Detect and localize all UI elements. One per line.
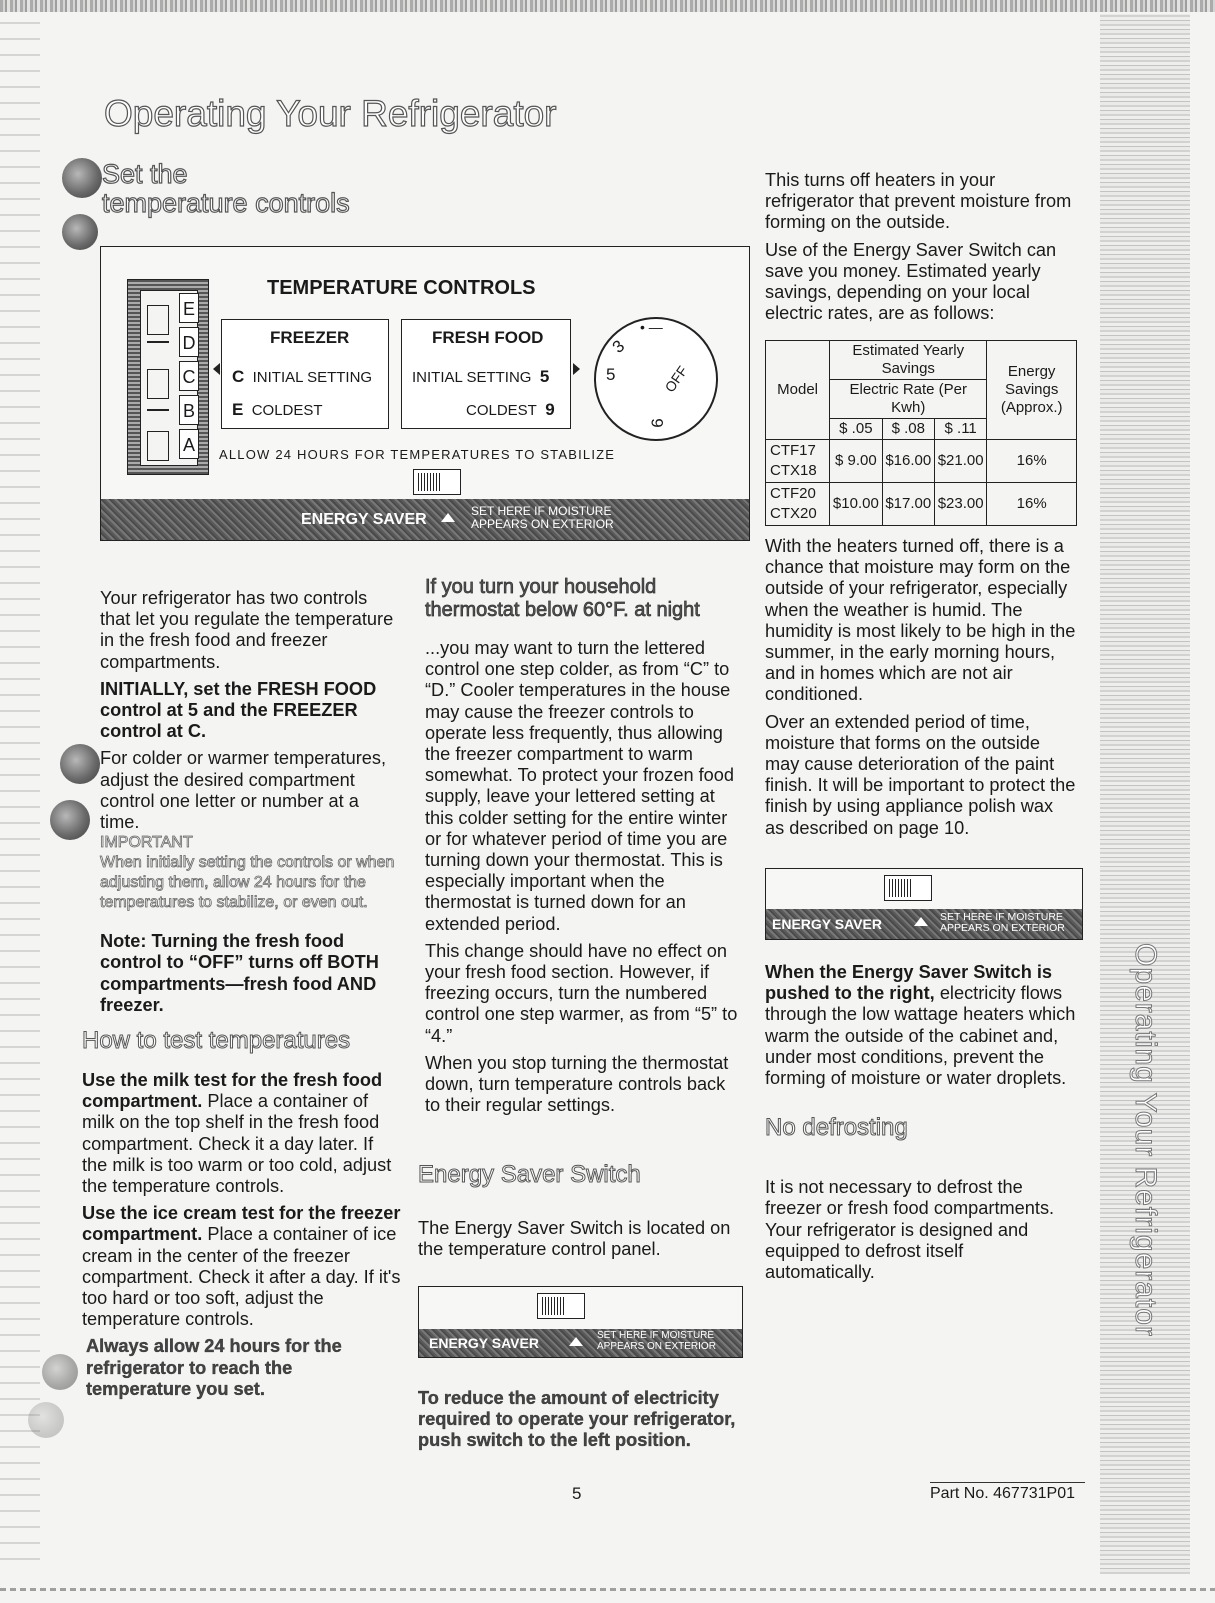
header-model: Model	[766, 341, 830, 440]
bullet-icon	[62, 158, 102, 198]
set-here-label	[471, 505, 614, 530]
freezer-control-box	[221, 319, 389, 429]
energy-saver-band	[101, 499, 749, 540]
fresh-food-initial-text: INITIAL SETTING	[412, 369, 532, 386]
milk-test	[82, 1070, 402, 1197]
freezer-initial-setting	[232, 367, 372, 387]
column-1-lower	[82, 1028, 402, 1406]
energy-saver-location: The Energy Saver Switch is located on the temperature control panel.	[418, 1218, 731, 1260]
table-row	[766, 440, 1077, 483]
fresh-food-control-box	[401, 319, 571, 429]
column-3	[765, 170, 1077, 330]
fresh-food-pointer-icon	[573, 363, 580, 375]
column-2-lower	[418, 1162, 748, 1266]
set-here-label	[597, 1331, 716, 1352]
reduce-electricity-bold: To reduce the amount of electricity required to operate your refrigerator, push switch to the left position.	[418, 1388, 736, 1451]
freezer-pointer-icon	[213, 363, 220, 375]
header-energy-savings: Energy Savings (Approx.)	[987, 341, 1077, 440]
set-here-line1: SET HERE IF MOISTURE	[940, 911, 1063, 923]
slider-slot	[147, 305, 169, 335]
always-allow-bold: Always allow 24 hours for the refrigerator to reach the temperature you set.	[86, 1336, 342, 1399]
reduce-electricity	[418, 1388, 748, 1458]
dial-tick-icon: • —	[640, 319, 663, 335]
value-cell: $16.00	[882, 440, 934, 483]
header-electric-rate: Electric Rate (Per Kwh)	[830, 380, 987, 419]
ice-cream-test-text: Place a container of ice cream in the center of the freezer compartment. Check it after a day. If it's too hard or too soft, adjust the temperature controls.	[82, 1224, 401, 1330]
slider-track	[140, 290, 198, 466]
thermostat-paragraph-2: This change should have no effect on your fresh food section. However, if freezing occurs, turn the numbered control one step warmer, as from “5” to “4.”	[425, 940, 738, 1046]
scan-left-edge	[0, 14, 40, 1574]
milk-test-text: Place a container of milk on the top shelf in the fresh food compartment. Check it a day later. If the milk is too warm or too cold, adjust the temperature controls.	[82, 1091, 392, 1197]
thermostat-paragraph-3: When you stop turning the thermostat down, turn temperature controls back to their regular settings.	[425, 1052, 729, 1116]
set-here-line1: SET HERE IF MOISTURE	[597, 1330, 715, 1341]
column-3-lower	[765, 962, 1077, 1289]
freezer-coldest-text: COLDEST	[251, 402, 323, 419]
thermostat-paragraph-1: ...you may want to turn the lettered control one step colder, as from “C” to “D.” Cooler temperatures in the house may cause the freezer controls to operate less frequently, thus allowing the freezer compartment to warm somewhat. To protect your frozen food supply, leave your lettered setting at this colder setting for the entire winter or for whatever period of time you are turning down your thermostat. This is especially important when the thermostat is turned down for an extended period.	[425, 638, 735, 934]
arrow-up-icon	[569, 1337, 583, 1346]
column-1	[100, 588, 400, 1022]
model-cell: CTF20 CTX20	[766, 483, 830, 526]
setting-letter-e: E	[179, 293, 199, 323]
freezer-coldest-key: E	[232, 400, 244, 419]
set-here-line2: APPEARS ON EXTERIOR	[471, 516, 614, 531]
reduce-electricity-text	[418, 1388, 748, 1452]
bullet-icon	[42, 1354, 78, 1390]
deterioration-paragraph: Over an extended period of time, moisture that forms on the outside may cause deterioration of the paint finish. It will be important to protect the finish by using appliance polish wax as described on page 10.	[765, 711, 1076, 838]
slider-slot	[147, 341, 169, 343]
freezer-initial-text: INITIAL SETTING	[252, 369, 373, 386]
energy-saver-band	[766, 909, 1082, 939]
table-row	[766, 483, 1077, 526]
note-text	[100, 931, 400, 1016]
value-cell: $ 9.00	[830, 440, 882, 483]
initially-text	[100, 679, 400, 743]
column-3-middle	[765, 536, 1077, 845]
rate-cell: $ .11	[934, 419, 986, 440]
fresh-food-initial-setting	[412, 367, 549, 387]
set-here-line1: SET HERE IF MOISTURE	[471, 504, 612, 518]
dial-mark-9: 9	[647, 418, 667, 428]
slider-slot	[147, 369, 169, 399]
important-text: When initially setting the controls or when adjusting them, allow 24 hours for the temperatures to stabilize, or even out.	[100, 854, 395, 912]
initially-bold: INITIALLY, set the FRESH FOOD control at 5 and the FREEZER control at C.	[100, 678, 377, 742]
energy-saver-label: ENERGY SAVER	[301, 511, 427, 528]
fresh-food-heading: FRESH FOOD	[432, 328, 544, 347]
percent-cell: 16%	[987, 440, 1077, 483]
energy-saver-mini-panel	[765, 868, 1083, 940]
energy-saver-heading: Energy Saver Switch	[418, 1161, 641, 1188]
value-cell: $10.00	[830, 483, 882, 526]
important-heading: IMPORTANT	[100, 834, 193, 852]
energy-saver-label: ENERGY SAVER	[772, 916, 882, 932]
ice-cream-test	[82, 1203, 402, 1330]
savings-table	[765, 340, 1077, 526]
dial-mark-5: 5	[606, 365, 616, 384]
freezer-heading: FREEZER	[270, 328, 350, 347]
energy-saver-band	[419, 1329, 742, 1357]
value-cell: $21.00	[934, 440, 986, 483]
always-allow	[82, 1336, 402, 1400]
milk-test-bold: Use the milk test for the fresh food compartment.	[82, 1070, 383, 1112]
energy-saver-mini-panel	[418, 1286, 743, 1358]
value-cell: $23.00	[934, 483, 986, 526]
freezer-control-slider[interactable]	[127, 279, 209, 475]
heaters-paragraph: This turns off heaters in your refrigerator that prevent moisture from forming on the outside.	[765, 170, 1072, 233]
value-cell: $17.00	[882, 483, 934, 526]
energy-saver-label: ENERGY SAVER	[429, 1335, 539, 1351]
set-here-line2: APPEARS ON EXTERIOR	[597, 1340, 716, 1352]
intro-text: Your refrigerator has two controls that let you regulate the temperature in the fresh food and freezer compartments.	[100, 588, 394, 672]
bullet-icon	[60, 744, 100, 784]
arrow-up-icon	[441, 513, 455, 522]
fresh-food-initial-key: 5	[539, 367, 550, 386]
table-row	[766, 341, 1077, 380]
rate-cell: $ .08	[882, 419, 934, 440]
set-here-label	[940, 912, 1065, 934]
temperature-control-panel	[100, 246, 750, 541]
no-defrosting-heading: No defrosting	[765, 1114, 908, 1142]
freezer-initial-key: C	[232, 367, 245, 386]
freezer-coldest-setting	[232, 400, 323, 420]
pushed-right-bold: When the Energy Saver Switch is pushed to the right,	[765, 962, 1053, 1004]
thermostat-heading: If you turn your household thermostat below 60°F. at night	[425, 576, 700, 621]
fresh-food-coldest-setting	[466, 400, 555, 420]
colder-text: For colder or warmer temperatures, adjust the desired compartment control one letter or number at a time.	[100, 748, 387, 833]
slider-slot	[147, 431, 169, 461]
dial-mark-3: 3	[608, 336, 629, 357]
energy-saver-switch[interactable]	[413, 469, 461, 495]
side-title-text: Operating Your Refrigerator	[1129, 943, 1162, 1337]
moisture-paragraph: With the heaters turned off, there is a chance that moisture may form on the outside of your refrigerator, especially when the weather is humid. The humidity is most likely to be high in the summer, in the early morning hours, and in homes which are not air conditioned.	[765, 536, 1076, 705]
side-title	[1110, 880, 1180, 1400]
arrow-up-icon	[914, 917, 928, 926]
bullet-icon	[50, 800, 90, 840]
fresh-food-dial[interactable]	[594, 317, 718, 441]
bullet-icon	[28, 1402, 64, 1438]
heading-line: temperature controls	[102, 188, 350, 218]
page-title: Operating Your Refrigerator	[104, 93, 557, 134]
no-defrosting-text: It is not necessary to defrost the freezer or fresh food compartments. Your refrigerator is designed and equipped to defrost itself automatically.	[765, 1177, 1055, 1283]
how-to-test-heading: How to test temperatures	[82, 1027, 351, 1054]
fresh-food-coldest-text: COLDEST	[466, 402, 537, 419]
part-number: Part No. 467731P01	[930, 1482, 1085, 1503]
rate-cell: $ .05	[830, 419, 882, 440]
savings-paragraph: Use of the Energy Saver Switch can save you money. Estimated yearly savings, depending on your local electric rates, are as follows:	[765, 239, 1057, 324]
setting-letter-d: D	[179, 327, 199, 357]
percent-cell: 16%	[987, 483, 1077, 526]
stabilize-notice: ALLOW 24 HOURS FOR TEMPERATURES TO STABILIZE	[219, 447, 616, 462]
energy-saver-switch[interactable]	[884, 875, 932, 901]
header-estimated-savings: Estimated Yearly Savings	[830, 341, 987, 380]
set-here-line2: APPEARS ON EXTERIOR	[940, 922, 1065, 935]
ice-cream-test-bold: Use the ice cream test for the freezer compartment.	[82, 1203, 401, 1245]
setting-letter-b: B	[179, 395, 199, 425]
fresh-food-coldest-key: 9	[545, 400, 555, 419]
scan-bottom-edge	[0, 1588, 1215, 1591]
pushed-right	[765, 962, 1077, 1089]
section-heading	[102, 160, 350, 218]
panel-title: TEMPERATURE CONTROLS	[267, 277, 536, 299]
dial-mark-off: OFF	[661, 362, 691, 396]
column-2	[425, 576, 743, 1122]
pushed-right-text: electricity flows through the low wattage heaters which warm the outside of the cabinet and, under most conditions, prevent the forming of moisture or water droplets.	[765, 983, 1076, 1089]
scan-top-edge	[0, 0, 1215, 12]
model-cell: CTF17 CTX18	[766, 440, 830, 483]
setting-letter-c: C	[179, 361, 199, 391]
heading-line: Set the	[102, 159, 188, 189]
bullet-icon	[62, 214, 98, 250]
note-bold: Note: Turning the fresh food control to “OFF” turns off BOTH compartments—fresh food AND freezer.	[100, 931, 379, 1015]
setting-letter-a: A	[179, 429, 199, 459]
energy-saver-switch[interactable]	[537, 1293, 585, 1319]
page-number: 5	[572, 1484, 582, 1503]
slider-slot	[147, 409, 169, 411]
